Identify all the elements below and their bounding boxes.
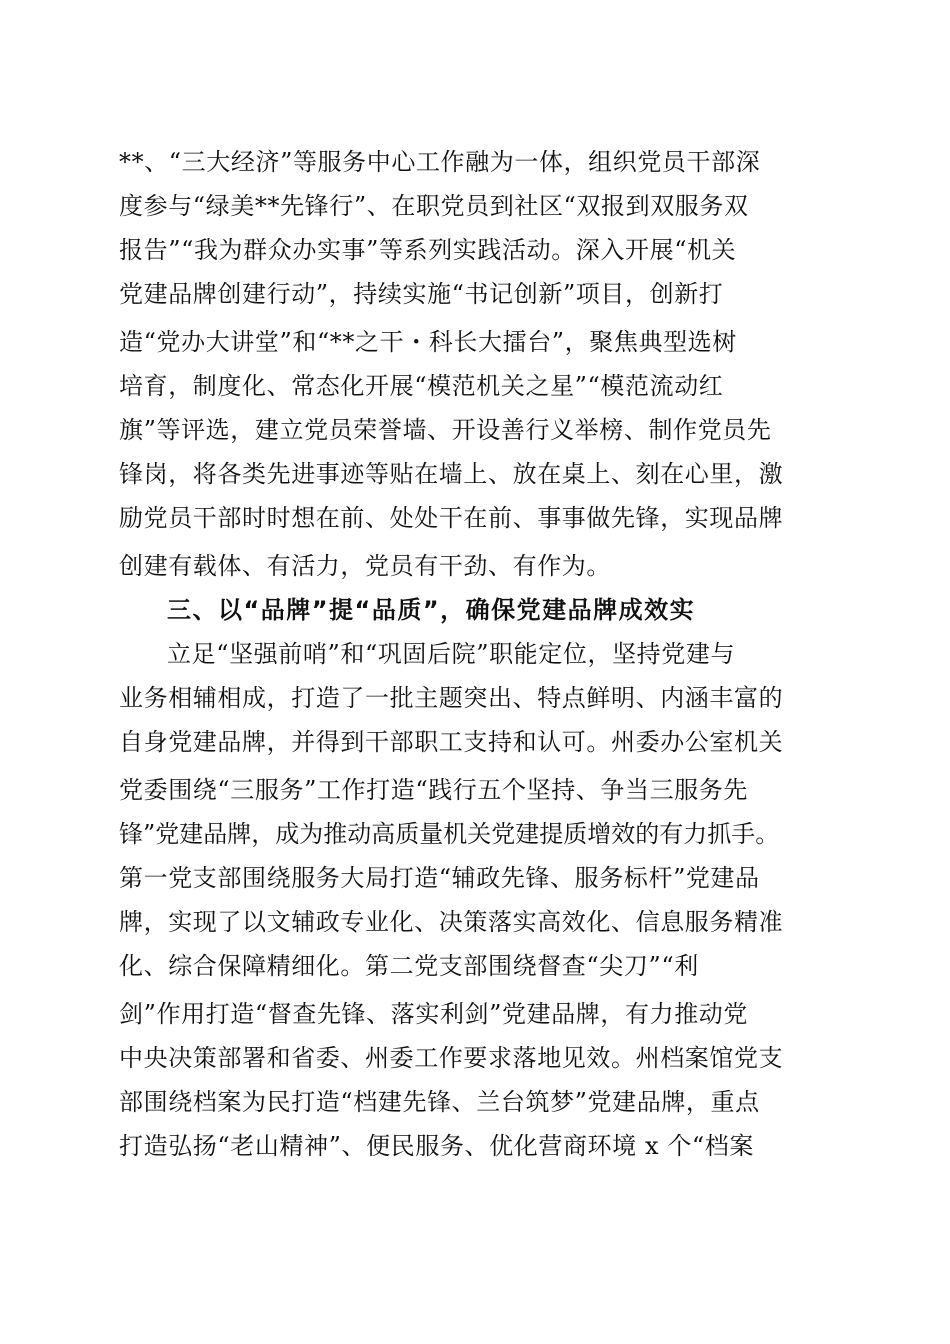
- text-line: 度参与“绿美**先锋行”、在职党员到社区“双报到双服务双: [119, 192, 749, 220]
- text-line: 旗”等评选，建立党员荣誉墙、开设善行义举榜、制作党员先: [119, 416, 772, 444]
- text-line: 立足“坚强前哨”和“巩固后院”职能定位，坚持党建与: [167, 640, 736, 668]
- section-heading: 三、以“品牌”提“品质”，确保党建品牌成效实: [167, 596, 696, 624]
- text-line: 剑”作用打造“督查先锋、落实利剑”党建品牌，有力推动党: [119, 1000, 749, 1028]
- text-line: 打造弘扬“老山精神”、便民服务、优化营商环境 x 个“档案: [119, 1132, 754, 1160]
- text-line: 造“党办大讲堂”和“**之干・科长大擂台”，聚焦典型选树: [119, 328, 737, 356]
- text-line: 自身党建品牌，并得到干部职工支持和认可。州委办公室机关: [119, 728, 784, 756]
- text-line: 创建有载体、有活力，党员有干劲、有作为。: [119, 552, 611, 580]
- text-line: 报告”“我为群众办实事”等系列实践活动。深入开展“机关: [119, 236, 737, 264]
- text-line: 培育，制度化、常态化开展“模范机关之星”“模范流动红: [119, 372, 724, 400]
- text-line: 党委围绕“三服务”工作打造“践行五个坚持、争当三服务先: [119, 776, 749, 804]
- text-line: 第一党支部围绕服务大局打造“辅政先锋、服务标杆”党建品: [119, 864, 760, 892]
- text-line: 业务相辅相成，打造了一批主题突出、特点鲜明、内涵丰富的: [119, 684, 784, 712]
- text-line: 党建品牌创建行动”，持续实施“书记创新”项目，创新打: [119, 280, 724, 308]
- text-line: 牌，实现了以文辅政专业化、决策落实高效化、信息服务精准: [119, 908, 784, 936]
- text-line: 锋岗，将各类先进事迹等贴在墙上、放在桌上、刻在心里，激: [119, 460, 784, 488]
- text-line: 化、综合保障精细化。第二党支部围绕督查“尖刀”“利: [119, 952, 699, 980]
- text-line: 中央决策部署和省委、州委工作要求落地见效。州档案馆党支: [119, 1044, 784, 1072]
- text-line: 部围绕档案为民打造“档建先锋、兰台筑梦”党建品牌，重点: [119, 1088, 760, 1116]
- text-line: 励党员干部时时想在前、处处干在前、事事做先锋，实现品牌: [119, 504, 784, 532]
- text-line: **、“三大经济”等服务中心工作融为一体，组织党员干部深: [119, 148, 761, 176]
- text-line: 锋”党建品牌，成为推动高质量机关党建提质增效的有力抓手。: [119, 820, 780, 848]
